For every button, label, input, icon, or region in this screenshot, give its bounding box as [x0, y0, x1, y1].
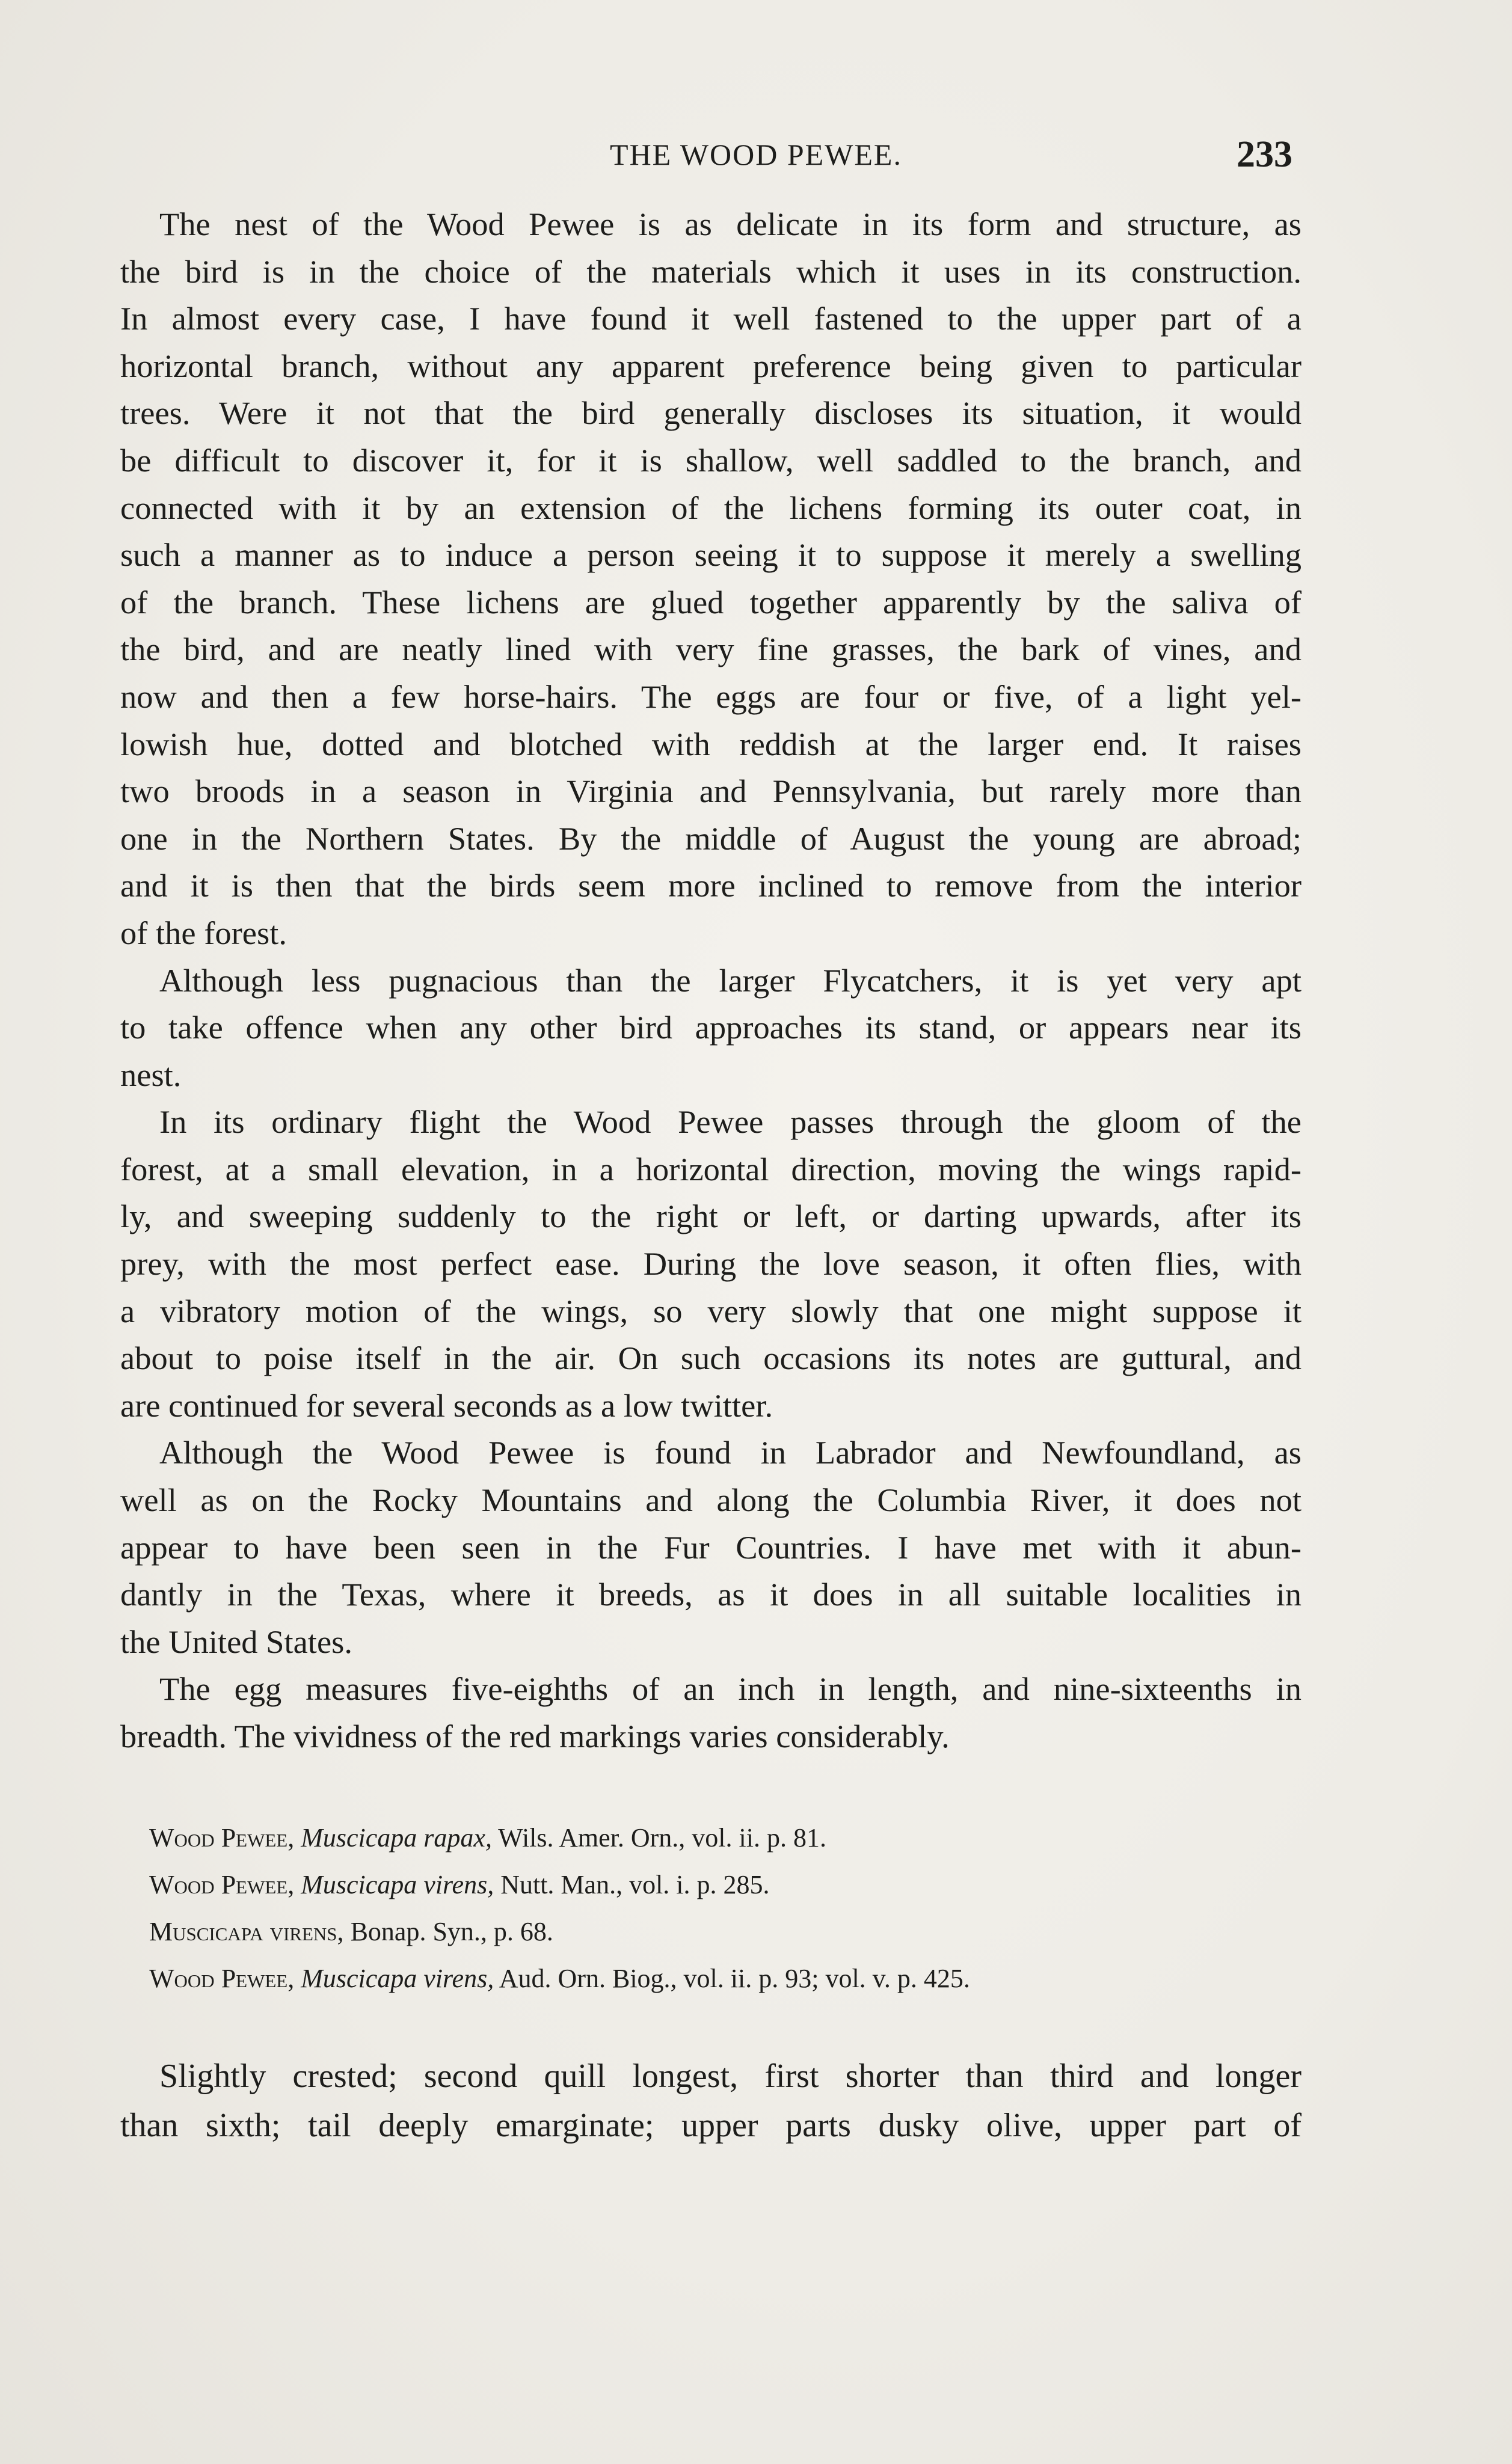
text-line: of the forest. — [120, 914, 287, 951]
paragraph-nest — [120, 201, 1301, 957]
synonym-name: Wood Pewee, — [149, 1964, 295, 1993]
text-line: be difficult to discover it, for it is shallow, well saddled to the branch, and — [120, 441, 1301, 479]
synonym-entry — [149, 1955, 1292, 2002]
synonym-reference: Wils. Amer. Orn., vol. ii. p. 81. — [498, 1823, 826, 1853]
text-line: Although the Wood Pewee is found in Labrador and Newfoundland, as — [159, 1434, 1301, 1471]
text-line: about to poise itself in the air. On such occasions its notes are guttural, and — [120, 1340, 1301, 1377]
text-line: of the branch. These lichens are glued together apparently by the saliva of — [120, 583, 1301, 621]
text-line: breadth. The vividness of the red markings varies considerably. — [120, 1718, 950, 1755]
running-head — [0, 134, 1512, 175]
text-line: are continued for several seconds as a low twitter. — [120, 1387, 773, 1424]
text-line: forest, at a small elevation, in a horizontal direction, moving the wings rapid- — [120, 1150, 1301, 1188]
text-line: connected with it by an extension of the lichens forming its outer coat, in — [120, 489, 1301, 526]
paragraph-flight — [120, 1099, 1301, 1429]
synonymy-list — [149, 1815, 1292, 2002]
synonym-reference: Bonap. Syn., p. 68. — [350, 1917, 553, 1946]
synonym-reference: Aud. Orn. Biog., vol. ii. p. 93; vol. v. p. 425. — [499, 1964, 970, 1993]
body-text — [120, 201, 1301, 1761]
page-number: 233 — [1237, 134, 1292, 175]
text-line: lowish hue, dotted and blotched with reddish at the larger end. It raises — [120, 725, 1301, 762]
synonym-entry — [149, 1908, 1292, 1955]
running-title: THE WOOD PEWEE. — [610, 138, 902, 171]
synonym-reference: Nutt. Man., vol. i. p. 285. — [500, 1870, 770, 1899]
paragraph-egg — [120, 1666, 1301, 1760]
text-line: two broods in a season in Virginia and Pennsylvania, but rarely more than — [120, 773, 1301, 810]
text-line: In almost every case, I have found it well fastened to the upper part of a — [120, 300, 1301, 337]
text-line: prey, with the most perfect ease. During the love season, it often flies, with — [120, 1245, 1301, 1283]
text-line: the bird is in the choice of the materials which it uses in its construction. — [120, 253, 1301, 290]
text-line: nest. — [120, 1056, 182, 1093]
synonym-species: Muscicapa virens, — [301, 1964, 494, 1993]
synonym-entry — [149, 1862, 1292, 1908]
text-line: In its ordinary flight the Wood Pewee passes through the gloom of the — [159, 1103, 1301, 1141]
text-line: one in the Northern States. By the middle of August the young are abroad; — [120, 820, 1301, 857]
paragraph-range — [120, 1429, 1301, 1666]
synonym-entry — [149, 1815, 1292, 1862]
text-line: such a manner as to induce a person seeing it to suppose it merely a swelling — [120, 536, 1301, 574]
text-line: the bird, and are neatly lined with very fine grasses, the bark of vines, and — [120, 631, 1301, 668]
paragraph-pugnacious — [120, 957, 1301, 1099]
species-description — [120, 2052, 1301, 2150]
text-line: horizontal branch, without any apparent preference being given to particular — [120, 347, 1301, 384]
text-line: to take offence when any other bird approaches its stand, or appears near its — [120, 1009, 1301, 1046]
text-line: a vibratory motion of the wings, so very slowly that one might suppose it — [120, 1292, 1301, 1329]
text-line: dantly in the Texas, where it breeds, as it does in all suitable localities in — [120, 1576, 1301, 1613]
text-line: the United States. — [120, 1623, 352, 1660]
text-line: appear to have been seen in the Fur Countries. I have met with it abun- — [120, 1528, 1301, 1566]
text-line: ly, and sweeping suddenly to the right or left, or darting upwards, after its — [120, 1198, 1301, 1235]
text-line: than sixth; tail deeply emarginate; upper parts dusky olive, upper part of — [120, 2107, 1301, 2144]
text-line: Although less pugnacious than the larger Flycatchers, it is yet very apt — [159, 961, 1301, 999]
synonym-species: Muscicapa rapax, — [301, 1823, 492, 1853]
synonym-species: Muscicapa virens, — [301, 1870, 494, 1899]
text-line: now and then a few horse-hairs. The eggs are four or five, of a light yel- — [120, 678, 1301, 715]
text-line: trees. Were it not that the bird generally discloses its situation, it would — [120, 394, 1301, 432]
text-line: The egg measures five-eighths of an inch in length, and nine-sixteenths in — [159, 1670, 1301, 1708]
synonym-name: Wood Pewee, — [149, 1823, 295, 1853]
text-line: Slightly crested; second quill longest, first shorter than third and longer — [159, 2058, 1301, 2095]
text-line: well as on the Rocky Mountains and along the Columbia River, it does not — [120, 1482, 1301, 1519]
synonym-name: Wood Pewee, — [149, 1870, 295, 1899]
text-line: The nest of the Wood Pewee is as delicate in its form and structure, as — [159, 206, 1301, 242]
synonym-name: Muscicapa virens, — [149, 1917, 344, 1946]
text-line: and it is then that the birds seem more inclined to remove from the interior — [120, 867, 1301, 904]
